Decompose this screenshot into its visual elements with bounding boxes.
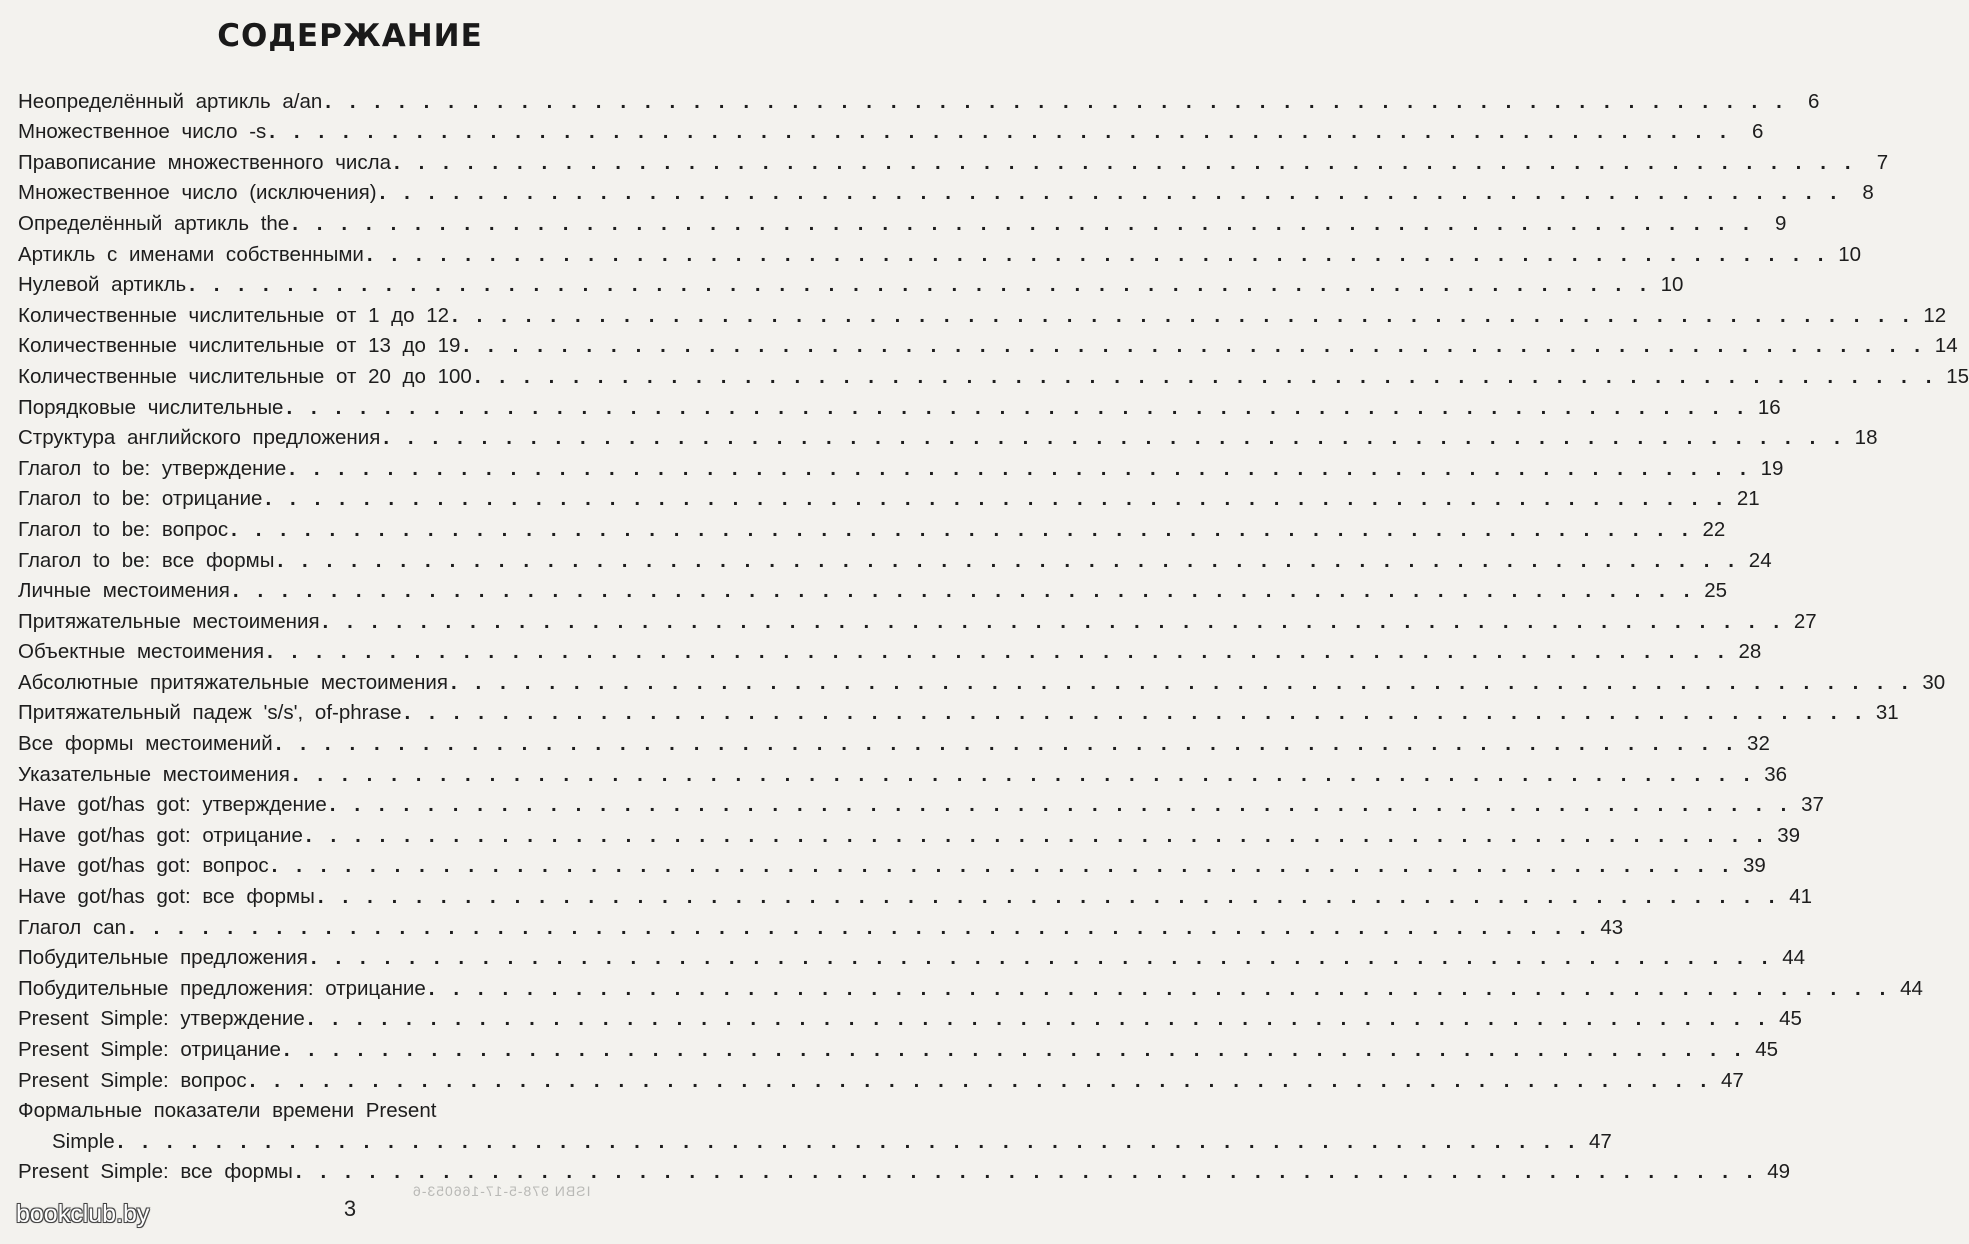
toc-entry-page: 45 — [1755, 1038, 1779, 1061]
toc-entry — [18, 787, 1824, 818]
toc-entry-page: 21 — [1736, 487, 1760, 511]
dot-leader: . . . . . . . . . . . . . . . . . . . . . . . . . . . . . . . . . . . . . . . . . . . . . . . . . . . . . . . . . . . . — [129, 915, 1590, 939]
dot-leader: . . . . . . . . . . . . . . . . . . . . . . . . . . . . . . . . . . . . . . . . . . . . . . . . . . . . . . . . . . . . — [452, 303, 1913, 327]
dot-leader: . . . . . . . . . . . . . . . . . . . . . . . . . . . . . . . . . . . . . . . . . . . . . . . . . . . . . . . . . . . . — [329, 793, 1790, 817]
toc-entry-page: 10 — [1838, 242, 1862, 266]
dot-leader: . . . . . . . . . . . . . . . . . . . . . . . . . . . . . . . . . . . . . . . . . . . . . . . . . . . . . . . . . . . . — [249, 1068, 1710, 1092]
page-number: 3 — [343, 1196, 357, 1221]
dot-leader: . . . . . . . . . . . . . . . . . . . . . . . . . . . . . . . . . . . . . . . . . . . . . . . . . . . . . . . . . . . . — [404, 701, 1865, 725]
dot-leader: . . . . . . . . . . . . . . . . . . . . . . . . . . . . . . . . . . . . . . . . . . . . . . . . . . . . . . . . . . . . — [325, 89, 1786, 113]
dot-leader: . . . . . . . . . . . . . . . . . . . . . . . . . . . . . . . . . . . . . . . . . . . . . . . . . . . . . . . . . . . . — [310, 946, 1772, 970]
toc-entry — [18, 817, 1801, 848]
dot-leader: . . . . . . . . . . . . . . . . . . . . . . . . . . . . . . . . . . . . . . . . . . . . . . . . . . . . . . . . . . . . — [267, 640, 1728, 664]
dot-leader: . . . . . . . . . . . . . . . . . . . . . . . . . . . . . . . . . . . . . . . . . . . . . . . . . . . . . . . . . . . . — [231, 517, 1692, 541]
toc-entry-title: Have got/has got: вопрос — [18, 854, 269, 878]
toc-entry-title: Абсолютные притяжательные местоимения — [18, 670, 448, 694]
toc-entry-title: Глагол to be: отрицание — [18, 487, 263, 511]
toc-entry-title: Указательные местоимения — [18, 762, 290, 786]
toc-entry — [18, 358, 1969, 389]
toc-entry — [18, 144, 1889, 175]
toc-entry-page: 22 — [1702, 517, 1726, 541]
toc-entry — [18, 756, 1788, 787]
toc-entry-title: Личные местоимения — [18, 579, 230, 603]
toc-entry-title: Множественное число -s — [18, 120, 267, 144]
dot-leader: . . . . . . . . . . . . . . . . . . . . . . . . . . . . . . . . . . . . . . . . . . . . . . . . . . . . . . . . . . . . — [307, 1007, 1768, 1031]
toc-entry-title: Количественные числительные от 1 до 12 — [18, 303, 450, 327]
toc-entry — [18, 481, 1760, 512]
toc-entry — [18, 175, 1874, 206]
dot-leader: . . . . . . . . . . . . . . . . . . . . . . . . . . . . . . . . . . . . . . . . . . . . . . . . . . . . . . . . . . . . — [265, 487, 1726, 511]
toc-entry-title: Притяжательный падеж 's/s', of-phrase — [18, 701, 402, 725]
toc-entry-page: 12 — [1923, 303, 1947, 327]
toc-entry — [18, 725, 1770, 756]
toc-entry-title: Порядковые числительные — [18, 395, 284, 419]
dot-leader: . . . . . . . . . . . . . . . . . . . . . . . . . . . . . . . . . . . . . . . . . . . . . . . . . . . . . . . . . . . . — [295, 1160, 1757, 1184]
toc-entry-page: 43 — [1600, 915, 1624, 939]
toc-entry — [18, 511, 1726, 542]
toc-entry — [18, 909, 1624, 940]
toc-entry-title: Побудительные предложения — [18, 946, 308, 970]
page-title: СОДЕРЖАНИЕ — [217, 18, 483, 54]
dot-leader: . . . . . . . . . . . . . . . . . . . . . . . . . . . . . . . . . . . . . . . . . . . . . . . . . . . . . . . . . . . . — [383, 426, 1844, 450]
dot-leader: . . . . . . . . . . . . . . . . . . . . . . . . . . . . . . . . . . . . . . . . . . . . . . . . . . . . . . . . . . . . — [393, 150, 1855, 174]
toc-entry — [18, 1031, 1779, 1062]
toc-entry-title: Present Simple: вопрос — [18, 1068, 247, 1092]
toc-entry-title: Количественные числительные от 20 до 100 — [18, 364, 472, 388]
toc-entry-page: 47 — [1589, 1129, 1612, 1153]
table-of-contents — [18, 83, 1969, 1184]
toc-entry — [18, 848, 1766, 879]
toc-entry-page: 15 — [1946, 364, 1969, 388]
toc-entry-title: Все формы местоимений — [18, 732, 273, 756]
toc-entry — [18, 970, 1923, 1001]
toc-entry — [18, 664, 1946, 695]
dot-leader: . . . . . . . . . . . . . . . . . . . . . . . . . . . . . . . . . . . . . . . . . . . . . . . . . . . . . . . . . . . . — [292, 762, 1754, 786]
toc-entry-title: Present Simple: все формы — [18, 1160, 293, 1184]
toc-entry-page: 39 — [1777, 823, 1801, 847]
toc-entry-continuation: Simple — [52, 1129, 115, 1153]
toc-entry-title: Формальные показатели времени Present — [18, 1099, 437, 1123]
dot-leader: . . . . . . . . . . . . . . . . . . . . . . . . . . . . . . . . . . . . . . . . . . . . . . . . . . . . . . . . . . . . — [232, 579, 1694, 603]
dot-leader: . . . . . . . . . . . . . . . . . . . . . . . . . . . . . . . . . . . . . . . . . . . . . . . . . . . . . . . . . . . . — [366, 242, 1828, 266]
toc-entry-page: 45 — [1779, 1007, 1802, 1031]
toc-entry — [18, 603, 1817, 634]
toc-entry — [18, 297, 1947, 328]
dot-leader: . . . . . . . . . . . . . . . . . . . . . . . . . . . . . . . . . . . . . . . . . . . . . . . . . . . . . . . . . . . . — [271, 854, 1732, 878]
toc-entry — [18, 450, 1784, 481]
toc-entry-title: Have got/has got: все формы — [18, 885, 315, 909]
dot-leader: . . . . . . . . . . . . . . . . . . . . . . . . . . . . . . . . . . . . . . . . . . . . . . . . . . . . . . . . . . . . — [292, 211, 1753, 235]
toc-entry — [18, 542, 1772, 573]
toc-entry-page: 36 — [1764, 762, 1788, 786]
toc-entry-page: 25 — [1704, 579, 1728, 603]
toc-entry-page: 49 — [1767, 1160, 1791, 1184]
toc-entry-title: Present Simple: утверждение — [18, 1007, 305, 1031]
toc-entry-page: 24 — [1748, 548, 1772, 572]
dot-leader: . . . . . . . . . . . . . . . . . . . . . . . . . . . . . . . . . . . . . . . . . . . . . . . . . . . . . . . . . . . . — [322, 609, 1783, 633]
toc-entry-title: Артикль с именами собственными — [18, 242, 364, 266]
toc-entry — [18, 634, 1762, 665]
watermark: bookclub.by — [16, 1200, 150, 1228]
toc-entry — [18, 1154, 1791, 1185]
dot-leader: . . . . . . . . . . . . . . . . . . . . . . . . . . . . . . . . . . . . . . . . . . . . . . . . . . . . . . . . . . . . — [289, 456, 1750, 480]
toc-entry — [18, 267, 1684, 298]
toc-entry-title: Объектные местоимения — [18, 640, 265, 664]
toc-entry — [18, 695, 1899, 726]
toc-entry — [18, 420, 1878, 451]
isbn-bleed-through: ISBN 978-5-17-166053-6 — [412, 1183, 591, 1199]
toc-entry-title: Правописание множественного числа — [18, 150, 391, 174]
toc-entry — [18, 1123, 1612, 1154]
toc-entry — [18, 328, 1958, 359]
toc-entry-title: Глагол to be: вопрос — [18, 517, 229, 541]
toc-entry-label — [18, 1093, 670, 1124]
dot-leader: . . . . . . . . . . . . . . . . . . . . . . . . . . . . . . . . . . . . . . . . . . . . . . . . . . . . . . . . . . . . — [269, 120, 1730, 144]
toc-entry-page: 37 — [1801, 793, 1824, 817]
dot-leader: . . . . . . . . . . . . . . . . . . . . . . . . . . . . . . . . . . . . . . . . . . . . . . . . . . . . . . . . . . . . — [277, 548, 1738, 572]
toc-entry-page: 10 — [1660, 273, 1684, 297]
dot-leader: . . . . . . . . . . . . . . . . . . . . . . . . . . . . . . . . . . . . . . . . . . . . . . . . . . . . . . . . . . . . — [463, 334, 1924, 358]
dot-leader: . . . . . . . . . . . . . . . . . . . . . . . . . . . . . . . . . . . . . . . . . . . . . . . . . . . . . . . . . . . . — [317, 885, 1779, 909]
dot-leader: . . . . . . . . . . . . . . . . . . . . . . . . . . . . . . . . . . . . . . . . . . . . . . . . . . . . . . . . . . . . — [428, 976, 1889, 1000]
toc-entry-title: Глагол to be: все формы — [18, 548, 275, 572]
dot-leader: . . . . . . . . . . . . . . . . . . . . . . . . . . . . . . . . . . . . . . . . . . . . . . . . . . . . . . . . . . . . — [286, 395, 1747, 419]
toc-entry — [18, 114, 1764, 145]
toc-entry — [18, 83, 1820, 114]
toc-entry-page: 32 — [1747, 732, 1770, 756]
toc-entry — [18, 1001, 1802, 1032]
toc-entry-title: Множественное число (исключения) — [18, 181, 377, 205]
toc-entry-page: 27 — [1793, 609, 1817, 633]
toc-entry — [18, 573, 1728, 604]
dot-leader: . . . . . . . . . . . . . . . . . . . . . . . . . . . . . . . . . . . . . . . . . . . . . . . . . . . . . . . . . . . . — [189, 273, 1650, 297]
toc-entry — [18, 940, 1806, 971]
toc-entry-title: Структура английского предложения — [18, 426, 381, 450]
toc-entry-title: Неопределённый артикль a/an — [18, 89, 323, 113]
toc-entry-title: Present Simple: отрицание — [18, 1038, 281, 1061]
toc-entry-page: 6 — [1752, 120, 1764, 144]
toc-entry-page: 41 — [1789, 885, 1813, 909]
toc-entry-title: Побудительные предложения: отрицание — [18, 976, 426, 1000]
toc-entry-title: Have got/has got: отрицание — [18, 823, 303, 847]
toc-entry-page: 16 — [1757, 395, 1781, 419]
toc-entry-page: 8 — [1862, 181, 1874, 205]
dot-leader: . . . . . . . . . . . . . . . . . . . . . . . . . . . . . . . . . . . . . . . . . . . . . . . . . . . . . . . . . . . . — [275, 732, 1736, 756]
toc-entry-page: 44 — [1900, 976, 1923, 1000]
toc-entry-page: 39 — [1742, 854, 1766, 878]
toc-entry — [18, 1062, 1744, 1093]
dot-leader: . . . . . . . . . . . . . . . . . . . . . . . . . . . . . . . . . . . . . . . . . . . . . . . . . . . . . . . . . . . . — [379, 181, 1840, 205]
dot-leader: . . . . . . . . . . . . . . . . . . . . . . . . . . . . . . . . . . . . . . . . . . . . . . . . . . . . . . . . . . . . — [117, 1129, 1578, 1153]
toc-entry-page: 31 — [1875, 701, 1899, 725]
toc-entry-page: 30 — [1922, 670, 1946, 694]
toc-entry-page: 14 — [1934, 334, 1958, 358]
toc-entry-page: 47 — [1720, 1068, 1744, 1092]
toc-entry-page: 44 — [1782, 946, 1806, 970]
toc-entry-page: 9 — [1774, 211, 1787, 235]
toc-entry — [18, 236, 1862, 267]
toc-entry-title: Определённый артикль the — [18, 211, 290, 235]
toc-entry-title: Количественные числительные от 13 до 19 — [18, 334, 461, 358]
toc-entry-title: Глагол can — [18, 915, 126, 939]
toc-entry-title: Глагол to be: утверждение — [18, 456, 287, 480]
toc-entry-title: Притяжательные местоимения — [18, 609, 320, 633]
dot-leader: . . . . . . . . . . . . . . . . . . . . . . . . . . . . . . . . . . . . . . . . . . . . . . . . . . . . . . . . . . . . — [305, 823, 1767, 847]
toc-entry-page: 18 — [1854, 426, 1878, 450]
dot-leader: . . . . . . . . . . . . . . . . . . . . . . . . . . . . . . . . . . . . . . . . . . . . . . . . . . . . . . . . . . . . — [450, 670, 1912, 694]
toc-entry — [18, 205, 1787, 236]
toc-entry-page: 6 — [1808, 89, 1820, 113]
toc-entry-title: Have got/has got: утверждение — [18, 793, 327, 817]
toc-entry-page: 19 — [1760, 456, 1784, 480]
toc-entry-page: 28 — [1738, 640, 1762, 664]
toc-entry-page: 7 — [1876, 150, 1889, 174]
toc-entry — [18, 878, 1813, 909]
toc-entry — [18, 389, 1781, 420]
dot-leader: . . . . . . . . . . . . . . . . . . . . . . . . . . . . . . . . . . . . . . . . . . . . . . . . . . . . . . . . . . . . — [283, 1038, 1745, 1061]
dot-leader: . . . . . . . . . . . . . . . . . . . . . . . . . . . . . . . . . . . . . . . . . . . . . . . . . . . . . . . . . . . . — [474, 364, 1935, 388]
toc-entry-title: Нулевой артикль — [18, 273, 187, 297]
